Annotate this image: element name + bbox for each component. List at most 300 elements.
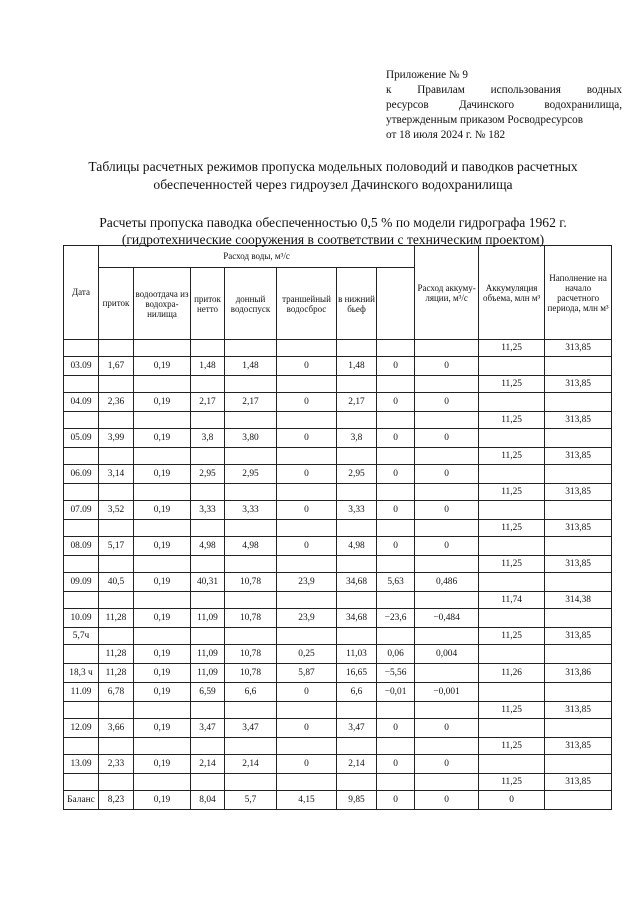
header-accumulation-flow: Расход аккуму-ляции, м³/с <box>415 246 479 340</box>
inflow-cell: 3,66 <box>99 719 134 738</box>
water-supply-cell: 0,19 <box>134 683 191 702</box>
bottom-outlet-cell: 3,47 <box>225 719 277 738</box>
filling-cell <box>479 357 545 376</box>
tailwater-cell <box>337 738 377 755</box>
trench-spillway-cell <box>277 556 337 573</box>
water-supply-cell: 0,19 <box>134 791 191 810</box>
accumulation-flow-cell: 0 <box>377 357 415 376</box>
table-subrow <box>64 448 612 465</box>
inflow-cell: 8,23 <box>99 791 134 810</box>
date-cell: Баланс <box>64 791 99 810</box>
net-inflow-cell: 2,95 <box>191 465 225 484</box>
accumulation-volume-cell <box>415 520 479 537</box>
table-subrow <box>64 628 612 645</box>
accumulation-flow-cell: 0 <box>377 501 415 520</box>
header-trench-spillway: траншейный водосброс <box>277 268 337 340</box>
water-supply-cell: 0,19 <box>134 609 191 628</box>
bottom-outlet-cell: 2,14 <box>225 755 277 774</box>
table-row <box>64 719 612 738</box>
table-row <box>64 683 612 702</box>
level-cell: 313,85 <box>545 556 612 573</box>
inflow-cell: 11,28 <box>99 609 134 628</box>
accumulation-volume-cell <box>415 412 479 429</box>
water-supply-cell <box>134 376 191 393</box>
bottom-outlet-cell: 1,48 <box>225 357 277 376</box>
bottom-outlet-cell: 10,78 <box>225 664 277 683</box>
bottom-outlet-cell <box>225 448 277 465</box>
accumulation-flow-cell <box>377 484 415 501</box>
accumulation-volume-cell: 0 <box>415 537 479 556</box>
water-supply-cell: 0,19 <box>134 393 191 412</box>
accumulation-volume-cell: 0 <box>415 429 479 448</box>
filling-cell <box>479 609 545 628</box>
date-cell <box>64 448 99 465</box>
accumulation-flow-cell: 0 <box>377 719 415 738</box>
header-water-supply: водоотдача из водохра-нилища <box>134 268 191 340</box>
date-cell: 18,3 ч <box>64 664 99 683</box>
bottom-outlet-cell: 10,78 <box>225 645 277 664</box>
header-flow-group: Расход воды, м³/с <box>99 246 415 268</box>
accumulation-flow-cell: 0 <box>377 393 415 412</box>
tailwater-cell <box>337 702 377 719</box>
level-cell <box>545 573 612 592</box>
table-row <box>64 537 612 556</box>
water-supply-cell: 0,19 <box>134 429 191 448</box>
accumulation-flow-cell: −0,01 <box>377 683 415 702</box>
appendix-line: к Правилам использования водных <box>386 84 622 96</box>
bottom-outlet-cell: 10,78 <box>225 573 277 592</box>
net-inflow-cell: 1,48 <box>191 357 225 376</box>
tailwater-cell: 2,14 <box>337 755 377 774</box>
net-inflow-cell: 2,17 <box>191 393 225 412</box>
accumulation-volume-cell <box>415 664 479 683</box>
table-body <box>64 340 612 810</box>
trench-spillway-cell <box>277 484 337 501</box>
water-supply-cell <box>134 484 191 501</box>
trench-spillway-cell <box>277 738 337 755</box>
table-row <box>64 501 612 520</box>
level-cell <box>545 791 612 810</box>
filling-cell: 11,25 <box>479 520 545 537</box>
inflow-cell <box>99 702 134 719</box>
inflow-cell: 3,52 <box>99 501 134 520</box>
level-cell <box>545 645 612 664</box>
inflow-cell: 2,33 <box>99 755 134 774</box>
trench-spillway-cell <box>277 412 337 429</box>
inflow-cell: 1,67 <box>99 357 134 376</box>
table-subrow <box>64 738 612 755</box>
inflow-cell <box>99 448 134 465</box>
tailwater-cell: 4,98 <box>337 537 377 556</box>
net-inflow-cell: 3,33 <box>191 501 225 520</box>
accumulation-flow-cell: 0 <box>377 755 415 774</box>
accumulation-volume-cell: 0 <box>415 501 479 520</box>
accumulation-flow-cell: 0 <box>377 429 415 448</box>
inflow-cell: 11,28 <box>99 645 134 664</box>
trench-spillway-cell: 23,9 <box>277 573 337 592</box>
date-cell <box>64 376 99 393</box>
table-subrow <box>64 702 612 719</box>
filling-cell: 11,74 <box>479 592 545 609</box>
level-cell: 313,85 <box>545 702 612 719</box>
net-inflow-cell <box>191 484 225 501</box>
table-subtitle <box>40 214 626 248</box>
net-inflow-cell <box>191 592 225 609</box>
filling-cell <box>479 573 545 592</box>
table-row <box>64 393 612 412</box>
accumulation-volume-cell <box>415 702 479 719</box>
inflow-cell <box>99 340 134 357</box>
accumulation-volume-cell: 0,004 <box>415 645 479 664</box>
table-row <box>64 429 612 448</box>
water-supply-cell: 0,19 <box>134 664 191 683</box>
water-supply-cell: 0,19 <box>134 755 191 774</box>
bottom-outlet-cell: 2,17 <box>225 393 277 412</box>
net-inflow-cell <box>191 412 225 429</box>
bottom-outlet-cell <box>225 774 277 791</box>
date-cell: 04.09 <box>64 393 99 412</box>
table-subrow <box>64 592 612 609</box>
inflow-cell <box>99 520 134 537</box>
filling-cell: 11,25 <box>479 702 545 719</box>
table-row <box>64 664 612 683</box>
net-inflow-cell: 11,09 <box>191 645 225 664</box>
date-cell <box>64 592 99 609</box>
inflow-cell: 6,78 <box>99 683 134 702</box>
filling-cell: 0 <box>479 791 545 810</box>
level-cell <box>545 429 612 448</box>
inflow-cell <box>99 774 134 791</box>
accumulation-volume-cell <box>415 448 479 465</box>
accumulation-volume-cell <box>415 592 479 609</box>
accumulation-flow-cell: 0,06 <box>377 645 415 664</box>
filling-cell: 11,25 <box>479 376 545 393</box>
net-inflow-cell <box>191 556 225 573</box>
inflow-cell: 3,99 <box>99 429 134 448</box>
table-row <box>64 791 612 810</box>
trench-spillway-cell: 0 <box>277 719 337 738</box>
accumulation-flow-cell <box>377 412 415 429</box>
table-subrow <box>64 520 612 537</box>
trench-spillway-cell: 23,9 <box>277 609 337 628</box>
date-cell <box>64 520 99 537</box>
trench-spillway-cell: 0 <box>277 465 337 484</box>
inflow-cell <box>99 412 134 429</box>
water-supply-cell: 0,19 <box>134 357 191 376</box>
date-cell <box>64 645 99 664</box>
level-cell: 313,85 <box>545 774 612 791</box>
filling-cell: 11,26 <box>479 664 545 683</box>
table-row <box>64 465 612 484</box>
filling-cell: 11,25 <box>479 484 545 501</box>
flood-routing-table <box>63 245 612 810</box>
tailwater-cell <box>337 340 377 357</box>
table-subrow <box>64 376 612 393</box>
net-inflow-cell <box>191 628 225 645</box>
trench-spillway-cell: 0 <box>277 755 337 774</box>
water-supply-cell <box>134 412 191 429</box>
level-cell <box>545 683 612 702</box>
bottom-outlet-cell <box>225 556 277 573</box>
accumulation-volume-cell <box>415 738 479 755</box>
appendix-line: утвержденным приказом Росводресурсов <box>386 114 584 126</box>
accumulation-volume-cell: 0 <box>415 755 479 774</box>
water-supply-cell: 0,19 <box>134 573 191 592</box>
filling-cell: 11,25 <box>479 412 545 429</box>
date-cell <box>64 484 99 501</box>
level-cell <box>545 465 612 484</box>
tailwater-cell <box>337 484 377 501</box>
accumulation-flow-cell <box>377 592 415 609</box>
table-row <box>64 357 612 376</box>
bottom-outlet-cell <box>225 702 277 719</box>
inflow-cell <box>99 376 134 393</box>
filling-cell: 11,25 <box>479 774 545 791</box>
tailwater-cell: 3,47 <box>337 719 377 738</box>
inflow-cell <box>99 738 134 755</box>
bottom-outlet-cell <box>225 376 277 393</box>
appendix-line: ресурсов Дачинского водохранилища, <box>386 99 622 111</box>
filling-cell: 11,25 <box>479 556 545 573</box>
accumulation-flow-cell: −5,56 <box>377 664 415 683</box>
trench-spillway-cell: 0 <box>277 683 337 702</box>
filling-cell: 11,25 <box>479 628 545 645</box>
net-inflow-cell: 2,14 <box>191 755 225 774</box>
level-cell: 314,38 <box>545 592 612 609</box>
net-inflow-cell: 40,31 <box>191 573 225 592</box>
water-supply-cell <box>134 448 191 465</box>
water-supply-cell <box>134 340 191 357</box>
filling-cell <box>479 465 545 484</box>
trench-spillway-cell <box>277 520 337 537</box>
table-subrow <box>64 484 612 501</box>
filling-cell <box>479 501 545 520</box>
table-row <box>64 609 612 628</box>
tailwater-cell: 3,33 <box>337 501 377 520</box>
accumulation-flow-cell <box>377 520 415 537</box>
level-cell <box>545 357 612 376</box>
bottom-outlet-cell: 4,98 <box>225 537 277 556</box>
bottom-outlet-cell <box>225 738 277 755</box>
accumulation-flow-cell: 5,63 <box>377 573 415 592</box>
accumulation-volume-cell <box>415 628 479 645</box>
water-supply-cell: 0,19 <box>134 719 191 738</box>
date-cell <box>64 774 99 791</box>
level-cell: 313,85 <box>545 484 612 501</box>
net-inflow-cell <box>191 340 225 357</box>
level-cell: 313,85 <box>545 628 612 645</box>
date-cell: 06.09 <box>64 465 99 484</box>
trench-spillway-cell: 4,15 <box>277 791 337 810</box>
tailwater-cell: 2,17 <box>337 393 377 412</box>
accumulation-volume-cell <box>415 484 479 501</box>
inflow-cell: 11,28 <box>99 664 134 683</box>
bottom-outlet-cell: 5,7 <box>225 791 277 810</box>
bottom-outlet-cell <box>225 484 277 501</box>
net-inflow-cell <box>191 520 225 537</box>
filling-cell <box>479 645 545 664</box>
level-cell <box>545 755 612 774</box>
accumulation-volume-cell: 0 <box>415 465 479 484</box>
bottom-outlet-cell <box>225 628 277 645</box>
subtitle-line-2: (гидротехнические сооружения в соответствии с техническим проектом) <box>121 232 545 247</box>
level-cell <box>545 719 612 738</box>
water-supply-cell: 0,19 <box>134 465 191 484</box>
trench-spillway-cell: 0 <box>277 429 337 448</box>
level-cell <box>545 537 612 556</box>
water-supply-cell: 0,19 <box>134 537 191 556</box>
bottom-outlet-cell: 10,78 <box>225 609 277 628</box>
date-cell: 08.09 <box>64 537 99 556</box>
accumulation-volume-cell: −0,484 <box>415 609 479 628</box>
filling-cell: 11,25 <box>479 448 545 465</box>
water-supply-cell: 0,19 <box>134 645 191 664</box>
header-accumulation-volume: Аккумуляция объема, млн м³ <box>479 246 545 340</box>
inflow-cell: 2,36 <box>99 393 134 412</box>
header-bottom-outlet: донный водоспуск <box>225 268 277 340</box>
accumulation-volume-cell: 0 <box>415 791 479 810</box>
level-cell <box>545 609 612 628</box>
header-filling: Наполнение на начало расчетного периода, млн м³ <box>545 246 612 340</box>
bottom-outlet-cell <box>225 340 277 357</box>
filling-cell <box>479 683 545 702</box>
tailwater-cell <box>337 628 377 645</box>
net-inflow-cell: 8,04 <box>191 791 225 810</box>
document-title: Таблицы расчетных режимов пропуска модельных половодий и паводков расчетных обеспеченностей через гидроузел Дачинского водохранилища <box>88 159 578 192</box>
appendix-line: Приложение № 9 <box>386 69 468 81</box>
water-supply-cell <box>134 702 191 719</box>
tailwater-cell: 34,68 <box>337 609 377 628</box>
level-cell: 313,85 <box>545 340 612 357</box>
accumulation-flow-cell: −23,6 <box>377 609 415 628</box>
water-supply-cell <box>134 592 191 609</box>
accumulation-flow-cell: 0 <box>377 791 415 810</box>
filling-cell: 11,25 <box>479 738 545 755</box>
header-tailwater: в нижний бьеф <box>337 268 377 340</box>
net-inflow-cell <box>191 376 225 393</box>
appendix-note <box>386 68 622 143</box>
net-inflow-cell <box>191 448 225 465</box>
tailwater-cell: 2,95 <box>337 465 377 484</box>
accumulation-volume-cell <box>415 340 479 357</box>
table-subrow <box>64 340 612 357</box>
level-cell: 313,85 <box>545 412 612 429</box>
date-cell: 07.09 <box>64 501 99 520</box>
accumulation-flow-cell <box>377 448 415 465</box>
net-inflow-cell <box>191 738 225 755</box>
date-cell <box>64 702 99 719</box>
date-cell <box>64 340 99 357</box>
inflow-cell: 5,17 <box>99 537 134 556</box>
trench-spillway-cell <box>277 376 337 393</box>
trench-spillway-cell: 5,87 <box>277 664 337 683</box>
tailwater-cell <box>337 376 377 393</box>
table-row <box>64 645 612 664</box>
water-supply-cell <box>134 520 191 537</box>
net-inflow-cell: 3,47 <box>191 719 225 738</box>
inflow-cell <box>99 556 134 573</box>
net-inflow-cell <box>191 774 225 791</box>
date-cell: 13.09 <box>64 755 99 774</box>
accumulation-flow-cell <box>377 774 415 791</box>
bottom-outlet-cell: 6,6 <box>225 683 277 702</box>
accumulation-volume-cell: 0 <box>415 357 479 376</box>
accumulation-volume-cell <box>415 556 479 573</box>
net-inflow-cell: 6,59 <box>191 683 225 702</box>
level-cell: 313,85 <box>545 376 612 393</box>
trench-spillway-cell: 0 <box>277 501 337 520</box>
level-cell: 313,85 <box>545 738 612 755</box>
tailwater-cell: 6,6 <box>337 683 377 702</box>
filling-cell <box>479 393 545 412</box>
table-subrow <box>64 774 612 791</box>
table-row <box>64 755 612 774</box>
bottom-outlet-cell <box>225 520 277 537</box>
trench-spillway-cell: 0 <box>277 357 337 376</box>
accumulation-flow-cell <box>377 340 415 357</box>
accumulation-volume-cell: 0 <box>415 719 479 738</box>
bottom-outlet-cell: 3,33 <box>225 501 277 520</box>
header-inflow: приток <box>99 268 134 340</box>
tailwater-cell: 16,65 <box>337 664 377 683</box>
net-inflow-cell: 11,09 <box>191 664 225 683</box>
appendix-line: от 18 июля 2024 г. № 182 <box>386 129 506 141</box>
level-cell: 313,85 <box>545 448 612 465</box>
accumulation-flow-cell <box>377 738 415 755</box>
water-supply-cell <box>134 738 191 755</box>
tailwater-cell: 11,03 <box>337 645 377 664</box>
header-net-inflow: приток нетто <box>191 268 225 340</box>
date-cell <box>64 738 99 755</box>
water-supply-cell: 0,19 <box>134 501 191 520</box>
water-supply-cell <box>134 628 191 645</box>
trench-spillway-cell <box>277 702 337 719</box>
tailwater-cell: 34,68 <box>337 573 377 592</box>
table-subrow <box>64 556 612 573</box>
subtitle-line-1: Расчеты пропуска паводка обеспеченностью 0,5 % по модели гидрографа 1962 г. <box>99 215 567 230</box>
tailwater-cell: 3,8 <box>337 429 377 448</box>
net-inflow-cell <box>191 702 225 719</box>
trench-spillway-cell <box>277 340 337 357</box>
trench-spillway-cell: 0 <box>277 537 337 556</box>
date-cell <box>64 412 99 429</box>
filling-cell <box>479 537 545 556</box>
tailwater-cell <box>337 556 377 573</box>
level-cell: 313,85 <box>545 520 612 537</box>
date-cell: 05.09 <box>64 429 99 448</box>
trench-spillway-cell <box>277 774 337 791</box>
trench-spillway-cell <box>277 448 337 465</box>
net-inflow-cell: 11,09 <box>191 609 225 628</box>
net-inflow-cell: 4,98 <box>191 537 225 556</box>
accumulation-flow-cell <box>377 702 415 719</box>
accumulation-flow-cell: 0 <box>377 465 415 484</box>
tailwater-cell: 9,85 <box>337 791 377 810</box>
date-cell: 03.09 <box>64 357 99 376</box>
accumulation-flow-cell <box>377 556 415 573</box>
bottom-outlet-cell: 3,80 <box>225 429 277 448</box>
water-supply-cell <box>134 774 191 791</box>
inflow-cell <box>99 628 134 645</box>
header-date: Дата <box>64 246 99 340</box>
trench-spillway-cell <box>277 592 337 609</box>
bottom-outlet-cell <box>225 592 277 609</box>
filling-cell <box>479 429 545 448</box>
date-cell: 12.09 <box>64 719 99 738</box>
table-subrow <box>64 412 612 429</box>
trench-spillway-cell: 0 <box>277 393 337 412</box>
filling-cell <box>479 719 545 738</box>
